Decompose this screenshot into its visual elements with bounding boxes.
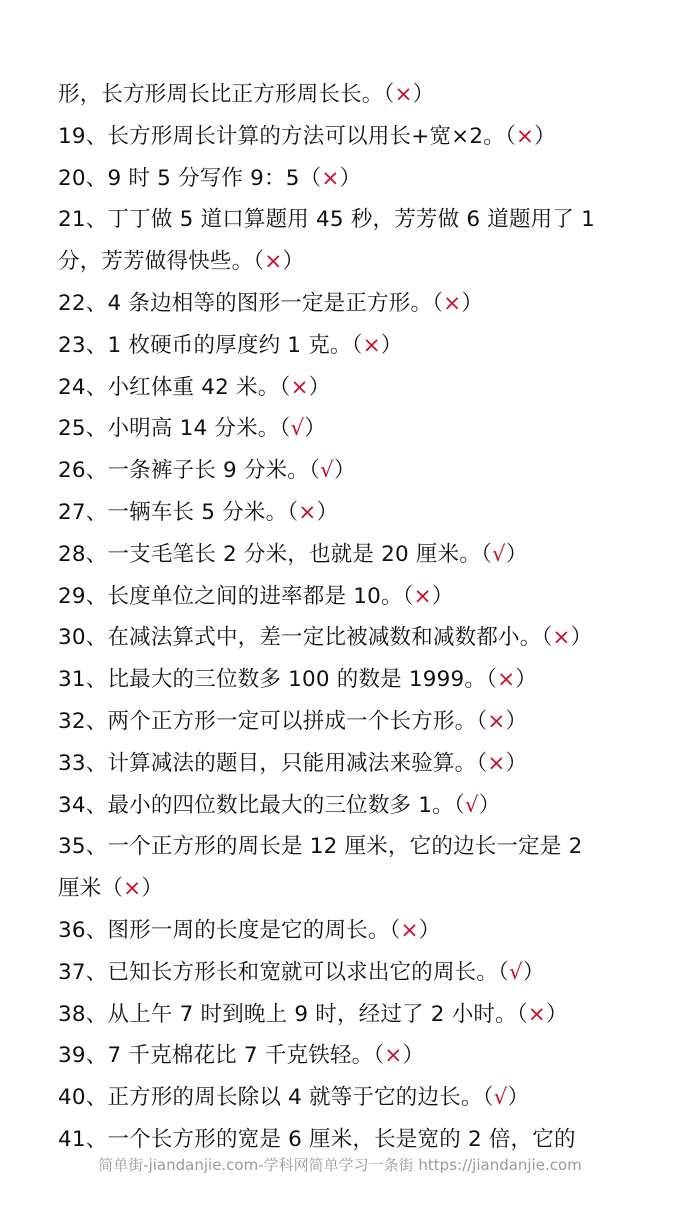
question-text: 23、1 枚硬币的厚度约 1 克。（ — [58, 332, 363, 358]
answer-mark: × — [515, 123, 535, 149]
question-line — [58, 576, 658, 618]
question-line — [58, 74, 658, 116]
question-text: 29、长度单位之间的进率都是 10。（ — [58, 583, 414, 609]
answer-mark: × — [497, 667, 516, 693]
question-line — [58, 701, 658, 743]
question-line — [58, 408, 658, 450]
question-text: 21、丁丁做 5 道口算题用 45 秒，芳芳做 6 道题用了 1 — [58, 207, 595, 233]
answer-mark: √ — [509, 959, 523, 985]
answer-mark: × — [487, 708, 506, 734]
close-paren: ） — [545, 1001, 568, 1027]
answer-mark: × — [487, 750, 506, 776]
answer-mark: × — [298, 499, 317, 525]
question-text: 33、计算减法的题目，只能用减法来验算。（ — [58, 750, 488, 776]
question-line — [58, 325, 658, 367]
question-text: 32、两个正方形一定可以拼成一个长方形。（ — [58, 708, 488, 734]
close-paren: ） — [505, 708, 528, 734]
question-list — [58, 74, 658, 1161]
close-paren: ） — [505, 750, 528, 776]
question-text: 40、正方形的周长除以 4 就等于它的边长。（ — [58, 1085, 494, 1111]
close-paren: ） — [339, 165, 362, 191]
answer-mark: × — [384, 1043, 403, 1069]
question-line — [58, 241, 658, 283]
answer-mark: × — [443, 290, 462, 316]
question-text: 30、在减法算式中，差一定比被减数和减数都小。（ — [58, 625, 553, 651]
question-line — [58, 826, 658, 868]
question-line — [58, 158, 658, 200]
question-text: 19、长方形周长计算的方法可以用长+宽×2。（ — [58, 123, 516, 149]
question-text: 25、小明高 14 分米。（ — [58, 416, 291, 442]
answer-mark: √ — [319, 458, 334, 484]
question-text: 22、4 条边相等的图形一定是正方形。（ — [58, 290, 444, 316]
question-line — [58, 952, 658, 994]
answer-mark: × — [321, 165, 340, 191]
close-paren: ） — [304, 416, 327, 442]
question-text: 35、一个正方形的周长是 12 厘米，它的边长一定是 2 — [58, 834, 583, 860]
close-paren: ） — [316, 499, 339, 525]
close-paren: ） — [333, 458, 356, 484]
answer-mark: × — [413, 583, 432, 609]
question-text: 20、9 时 5 分写作 9：5（ — [58, 165, 322, 191]
question-line — [58, 534, 658, 576]
answer-mark: × — [123, 876, 142, 902]
close-paren: ） — [507, 1085, 530, 1111]
question-text: 分，芳芳做得快些。（ — [58, 249, 265, 275]
close-paren: ） — [380, 332, 403, 358]
question-text: 38、从上午 7 时到晚上 9 时，经过了 2 小时。（ — [58, 1001, 528, 1027]
close-paren: ） — [308, 374, 331, 400]
close-paren: ） — [431, 583, 454, 609]
question-text: 39、7 千克棉花比 7 千克铁轻。（ — [58, 1043, 385, 1069]
question-line — [58, 199, 658, 241]
close-paren: ） — [402, 1043, 425, 1069]
answer-mark: × — [394, 82, 413, 107]
question-line — [58, 785, 658, 827]
answer-mark: √ — [464, 792, 479, 818]
close-paren: ） — [570, 625, 593, 651]
close-paren: ） — [534, 123, 556, 149]
question-line — [58, 1077, 658, 1119]
question-line — [58, 617, 658, 659]
question-line — [58, 492, 658, 534]
question-line — [58, 1035, 658, 1077]
answer-mark: √ — [493, 1085, 508, 1111]
question-text: 41、一个长方形的宽是 6 厘米，长是宽的 2 倍，它的 — [58, 1126, 576, 1152]
question-line — [58, 743, 658, 785]
answer-mark: × — [264, 249, 283, 275]
question-text: 31、比最大的三位数多 100 的数是 1999。（ — [58, 667, 498, 693]
question-text: 37、已知长方形长和宽就可以求出它的周长。（ — [58, 959, 510, 985]
answer-mark: √ — [491, 541, 506, 567]
footer-watermark: 简单街-jiandanjie.com-学科网简单学习一条街 https://jiandanjie.com — [98, 1156, 582, 1174]
answer-mark: × — [527, 1001, 546, 1027]
close-paren: ） — [418, 917, 441, 943]
answer-mark: × — [362, 332, 381, 358]
answer-mark: × — [552, 625, 571, 651]
close-paren: ） — [461, 290, 484, 316]
question-text: 28、一支毛笔长 2 分米，也就是 20 厘米。（ — [58, 541, 492, 567]
question-text: 26、一条裤子长 9 分米。（ — [58, 458, 320, 484]
close-paren: ） — [478, 792, 501, 818]
close-paren: ） — [282, 249, 305, 275]
question-line — [58, 450, 658, 492]
close-paren: ） — [412, 82, 435, 107]
question-line — [58, 910, 658, 952]
question-text: 34、最小的四位数比最大的三位数多 1。（ — [58, 792, 465, 818]
question-text: 形，长方形周长比正方形周长长。（ — [58, 82, 395, 107]
close-paren: ） — [522, 959, 545, 985]
question-line — [58, 868, 658, 910]
answer-mark: √ — [290, 416, 305, 442]
question-line — [58, 994, 658, 1036]
question-line — [58, 659, 658, 701]
question-line — [58, 367, 658, 409]
close-paren: ） — [141, 876, 164, 902]
question-text: 27、一辆车长 5 分米。（ — [58, 499, 299, 525]
question-line — [58, 116, 658, 158]
answer-mark: × — [400, 917, 419, 943]
question-text: 24、小红体重 42 米。（ — [58, 374, 291, 400]
answer-mark: × — [290, 374, 309, 400]
question-line — [58, 283, 658, 325]
question-text: 厘米（ — [58, 876, 124, 902]
close-paren: ） — [515, 667, 537, 693]
close-paren: ） — [505, 541, 528, 567]
question-text: 36、图形一周的长度是它的周长。（ — [58, 917, 401, 943]
